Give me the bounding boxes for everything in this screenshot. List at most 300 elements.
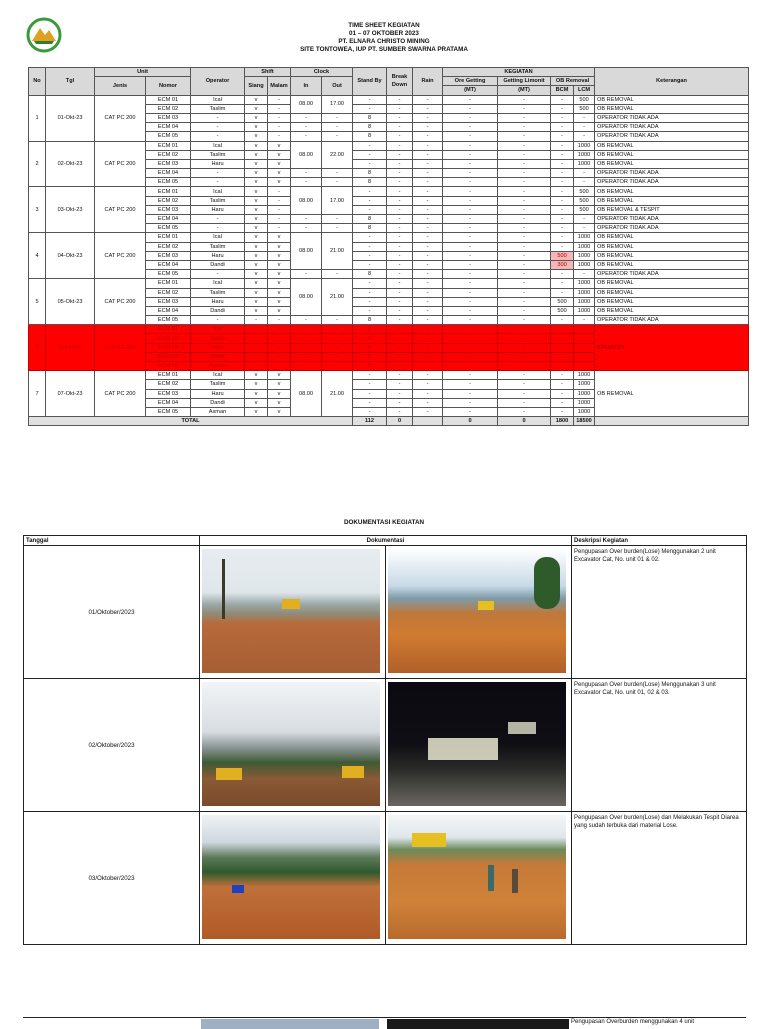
cell-lcm: - [574,113,595,122]
documentation-title: DOKUMENTASI KEGIATAN [343,519,425,526]
cell-nomor: ECM 03 [146,251,191,260]
cell-keterangan: OB REMOVAL [595,251,749,260]
cell-breakdown: - [387,104,413,113]
cell-keterangan: STAND BY [595,325,749,371]
cell-operator: Taslim [191,380,245,389]
cell-rain: - [413,251,443,260]
cell-in: 08.00 [291,279,322,316]
cell-rain: - [413,187,443,196]
cell-limonit: - [498,398,551,407]
cell-breakdown: - [387,251,413,260]
site-photo [201,1019,379,1029]
col-limonit-unit: (MT) [498,86,551,95]
cell-tgl: 06-Okt-23 [46,325,95,371]
cell-operator: Taslim [191,196,245,205]
cell-operator: - [191,215,245,224]
cell-lcm: 1000 [574,380,595,389]
cell-bcm: - [551,407,574,416]
cell-rain: - [413,178,443,187]
cell-standby: - [353,389,387,398]
cell-breakdown: - [387,371,413,380]
total-limonit: 0 [498,417,551,426]
cell-breakdown: - [387,95,413,104]
cell-siang: v [245,306,268,315]
cell-bcm: - [551,178,574,187]
cell-in: 08.00 [291,233,322,270]
cell-bcm: - [551,233,574,242]
cell-malam: v [268,251,291,260]
cell-in: - [291,215,322,224]
cell-breakdown: - [387,205,413,214]
cell-out: - [322,352,353,361]
cell-standby: 8 [353,325,387,334]
cell-bcm: - [551,371,574,380]
cell-in: - [291,270,322,279]
col-bcm: BCM [551,86,574,95]
cell-ore: - [443,242,498,251]
cell-ore: - [443,196,498,205]
doc-description: Pengupasan Over burden(Lose) dan Melakukan Tespit Diarea yang sudah terbuka dari material Lose. [572,812,747,945]
site-photo [202,549,380,673]
col-breakdown: Break Down [387,68,413,96]
cell-malam: v [268,242,291,251]
cell-breakdown: - [387,141,413,150]
cell-bcm: - [551,132,574,141]
cell-no: 1 [29,95,46,141]
doc-row [24,679,747,812]
cell-malam: - [268,95,291,104]
cell-ore: - [443,104,498,113]
cell-limonit: - [498,123,551,132]
cell-breakdown: - [387,343,413,352]
cell-bcm: - [551,325,574,334]
cell-in: - [291,316,322,325]
cell-nomor: ECM 01 [146,95,191,104]
cell-standby: 8 [353,215,387,224]
cell-operator: Dandi [191,306,245,315]
cell-nomor: ECM 01 [146,325,191,334]
cell-breakdown: - [387,270,413,279]
cell-nomor: ECM 03 [146,389,191,398]
cell-operator: - [191,169,245,178]
cell-rain: - [413,104,443,113]
doc-date: 02/Oktober/2023 [24,679,200,812]
cell-operator: Asman [191,407,245,416]
cell-rain: - [413,141,443,150]
cell-rain: - [413,316,443,325]
col-in: In [291,77,322,95]
cell-lcm: 1000 [574,260,595,269]
cell-malam: v [268,279,291,288]
cell-lcm: 500 [574,205,595,214]
cell-limonit: - [498,150,551,159]
cell-operator: - [191,270,245,279]
cell-ore: - [443,362,498,371]
cell-standby: - [353,279,387,288]
cell-nomor: ECM 05 [146,270,191,279]
cell-lcm: - [574,224,595,233]
doc-date: 03/Oktober/2023 [24,812,200,945]
cell-malam: v [268,371,291,380]
cell-lcm: 500 [574,95,595,104]
cell-siang: - [245,334,268,343]
cell-keterangan: OB REMOVAL [595,159,749,168]
col-ore: Ore Getting [443,77,498,86]
cell-rain: - [413,113,443,122]
cell-lcm: - [574,325,595,334]
cell-bcm: 500 [551,251,574,260]
cell-in: 08.00 [291,141,322,169]
cell-rain: - [413,150,443,159]
cell-operator: Haru [191,205,245,214]
cell-operator: Haru [191,251,245,260]
cell-breakdown: - [387,380,413,389]
cell-standby: 8 [353,316,387,325]
cell-standby: - [353,288,387,297]
cell-operator: - [191,316,245,325]
cell-ore: - [443,150,498,159]
cell-limonit: - [498,316,551,325]
cell-limonit: - [498,343,551,352]
cell-lcm: 1000 [574,150,595,159]
cell-bcm: - [551,196,574,205]
cell-keterangan: OB REMOVAL & TESPIT [595,205,749,214]
cell-siang: v [245,371,268,380]
cell-ore: - [443,325,498,334]
cell-out: 21.00 [322,279,353,316]
cell-siang: v [245,389,268,398]
cell-lcm: 1000 [574,398,595,407]
cell-keterangan: OB REMOVAL [595,196,749,205]
cell-tgl: 03-Okt-23 [46,187,95,233]
cell-out: - [322,325,353,334]
cell-bcm: - [551,113,574,122]
cell-limonit: - [498,159,551,168]
cell-keterangan: OPERATOR TIDAK ADA [595,132,749,141]
col-jenis: Jenis [95,77,146,95]
cell-nomor: ECM 01 [146,187,191,196]
cell-nomor: ECM 04 [146,123,191,132]
cell-limonit: - [498,260,551,269]
cell-lcm: - [574,123,595,132]
cell-limonit: - [498,288,551,297]
cell-out: - [322,123,353,132]
cell-bcm: - [551,95,574,104]
cell-breakdown: - [387,288,413,297]
cell-standby: - [353,159,387,168]
cell-operator: Haru [191,297,245,306]
cell-lcm: - [574,169,595,178]
cell-lcm: - [574,215,595,224]
total-rain [413,417,443,426]
cell-nomor: ECM 02 [146,150,191,159]
cell-siang: v [245,224,268,233]
cell-siang: - [245,343,268,352]
cell-siang: v [245,279,268,288]
cell-operator: Ical [191,371,245,380]
total-ore: 0 [443,417,498,426]
cell-out: - [322,113,353,122]
cell-standby: 8 [353,224,387,233]
cell-nomor: ECM 02 [146,196,191,205]
cell-out: - [322,316,353,325]
report-header [200,22,568,54]
cell-keterangan: OPERATOR TIDAK ADA [595,123,749,132]
cell-tgl: 01-Okt-23 [46,95,95,141]
cell-keterangan: OB REMOVAL [595,288,749,297]
cell-ore: - [443,306,498,315]
cell-standby: - [353,371,387,380]
cell-keterangan: OPERATOR TIDAK ADA [595,169,749,178]
col-ore-unit: (MT) [443,86,498,95]
cell-standby: - [353,251,387,260]
company-name: PT. ELNARA CHRISTO MINING [338,38,430,46]
cell-limonit: - [498,407,551,416]
cell-malam: v [268,270,291,279]
cell-out: - [322,270,353,279]
cell-breakdown: - [387,334,413,343]
cell-limonit: - [498,104,551,113]
cell-limonit: - [498,215,551,224]
cell-tgl: 02-Okt-23 [46,141,95,187]
cell-siang: v [245,215,268,224]
cell-limonit: - [498,95,551,104]
cell-out: 17.00 [322,95,353,113]
cell-tgl: 05-Okt-23 [46,279,95,325]
cell-lcm: - [574,362,595,371]
cell-standby: - [353,242,387,251]
cell-malam: v [268,398,291,407]
cell-standby: 8 [353,343,387,352]
cell-siang: v [245,123,268,132]
cell-lcm: 1000 [574,306,595,315]
cell-no: 5 [29,279,46,325]
cell-keterangan: OPERATOR TIDAK ADA [595,316,749,325]
cell-out: - [322,334,353,343]
cell-in: - [291,352,322,361]
col-no: No [29,68,46,96]
cell-operator: Taslim [191,150,245,159]
cell-rain: - [413,242,443,251]
cell-bcm: - [551,343,574,352]
cell-out: - [322,169,353,178]
cell-breakdown: - [387,398,413,407]
cell-bcm: - [551,150,574,159]
cell-breakdown: - [387,279,413,288]
cell-operator: Ical [191,325,245,334]
cell-siang: v [245,113,268,122]
cell-ore: - [443,141,498,150]
col-siang: Siang [245,77,268,95]
cell-rain: - [413,224,443,233]
report-title: TIME SHEET KEGIATAN [348,22,420,29]
cell-ore: - [443,316,498,325]
cell-keterangan: OB REMOVAL [595,242,749,251]
cell-keterangan: OPERATOR TIDAK ADA [595,215,749,224]
cell-operator: - [191,113,245,122]
cell-malam: v [268,178,291,187]
cell-nomor: ECM 02 [146,380,191,389]
cell-lcm: 1000 [574,297,595,306]
cell-operator: - [191,224,245,233]
cell-nomor: ECM 03 [146,205,191,214]
cell-ore: - [443,169,498,178]
cell-standby: 8 [353,362,387,371]
cell-malam: v [268,380,291,389]
cell-jenis: CAT PC 200 [95,371,146,417]
company-logo [24,16,64,54]
col-shift: Shift [245,68,291,77]
total-bcm: 1800 [551,417,574,426]
cell-bcm: - [551,169,574,178]
cell-standby: 8 [353,132,387,141]
cell-breakdown: - [387,362,413,371]
cell-operator: - [191,123,245,132]
col-nomor: Nomor [146,77,191,95]
timesheet-row [29,187,749,196]
doc-description: Pengupasan Over burden(Lose) Menggunakan 3 unit Excavator Cat, No. unit 01, 02 & 03. [572,679,747,812]
cell-keterangan: OB REMOVAL [595,260,749,269]
cell-lcm: 1000 [574,407,595,416]
cell-rain: - [413,389,443,398]
cell-siang: v [245,233,268,242]
cell-nomor: ECM 05 [146,132,191,141]
cell-bcm: - [551,215,574,224]
cell-nomor: ECM 05 [146,407,191,416]
cell-ore: - [443,407,498,416]
cell-rain: - [413,270,443,279]
cell-in: 08.00 [291,95,322,113]
cell-breakdown: - [387,123,413,132]
cell-operator: Asman [191,362,245,371]
cell-breakdown: - [387,260,413,269]
cell-rain: - [413,205,443,214]
cell-malam: - [268,113,291,122]
cell-keterangan: OB REMOVAL [595,141,749,150]
cell-malam: - [268,187,291,196]
cell-siang: v [245,288,268,297]
cell-bcm: - [551,398,574,407]
cell-bcm: - [551,380,574,389]
cell-malam: v [268,407,291,416]
timesheet-row [29,371,749,380]
cell-no: 2 [29,141,46,187]
cell-jenis: CAT PC 200 [95,233,146,279]
cell-rain: - [413,288,443,297]
cell-ore: - [443,352,498,361]
cell-siang: - [245,362,268,371]
cell-malam: - [268,132,291,141]
cell-siang: v [245,407,268,416]
cell-malam: - [268,205,291,214]
col-deskripsi: Deskripsi Kegiatan [572,536,747,546]
cell-ore: - [443,371,498,380]
cell-standby: 8 [353,113,387,122]
cell-keterangan: OB REMOVAL [595,233,749,242]
cell-operator: Taslim [191,242,245,251]
cell-standby: - [353,306,387,315]
cell-malam: v [268,150,291,159]
cell-limonit: - [498,196,551,205]
site-photo [388,815,566,939]
cell-lcm: - [574,352,595,361]
cell-keterangan: OPERATOR TIDAK ADA [595,178,749,187]
cell-keterangan: OPERATOR TIDAK ADA [595,113,749,122]
total-standby: 112 [353,417,387,426]
cell-ore: - [443,343,498,352]
cell-breakdown: - [387,215,413,224]
cell-standby: - [353,141,387,150]
cell-siang: v [245,104,268,113]
cell-breakdown: - [387,187,413,196]
site-name: SITE TONTOWEA, IUP PT. SUMBER SWARNA PRATAMA [300,46,468,54]
cell-breakdown: - [387,316,413,325]
cell-ore: - [443,233,498,242]
cell-limonit: - [498,251,551,260]
cell-ore: - [443,389,498,398]
cell-breakdown: - [387,306,413,315]
cell-lcm: - [574,343,595,352]
cell-lcm: - [574,178,595,187]
cell-out: - [322,362,353,371]
cell-ore: - [443,260,498,269]
cell-malam: - [268,343,291,352]
cell-rain: - [413,95,443,104]
cell-lcm: 1000 [574,279,595,288]
cell-ore: - [443,224,498,233]
cell-operator: - [191,178,245,187]
cell-operator: Ical [191,233,245,242]
cell-siang: v [245,398,268,407]
cell-lcm: 500 [574,104,595,113]
cell-lcm: 500 [574,196,595,205]
cell-keterangan: OB REMOVAL [595,95,749,104]
cell-lcm: 1000 [574,251,595,260]
cell-ore: - [443,132,498,141]
col-limonit: Getting Limonit [498,77,551,86]
cell-malam: v [268,260,291,269]
cell-siang: v [245,169,268,178]
cell-bcm: - [551,104,574,113]
cell-operator: Dandi [191,352,245,361]
col-malam: Malam [268,77,291,95]
cell-rain: - [413,279,443,288]
cell-ore: - [443,334,498,343]
cell-nomor: ECM 04 [146,260,191,269]
cell-siang: v [245,242,268,251]
cell-limonit: - [498,187,551,196]
cell-standby: - [353,233,387,242]
cell-lcm: 1000 [574,242,595,251]
cell-no: 4 [29,233,46,279]
cell-limonit: - [498,205,551,214]
cell-nomor: ECM 03 [146,159,191,168]
cell-siang: v [245,270,268,279]
site-photo [388,682,566,806]
cell-rain: - [413,123,443,132]
cell-standby: - [353,380,387,389]
cell-jenis: CAT PC 200 [95,279,146,325]
cell-no: 7 [29,371,46,417]
cell-limonit: - [498,380,551,389]
cell-limonit: - [498,242,551,251]
cell-no: 6 [29,325,46,371]
cell-bcm: - [551,224,574,233]
cell-nomor: ECM 02 [146,242,191,251]
cell-tgl: 07-Okt-23 [46,371,95,417]
cell-operator: Taslim [191,104,245,113]
cell-malam: v [268,233,291,242]
